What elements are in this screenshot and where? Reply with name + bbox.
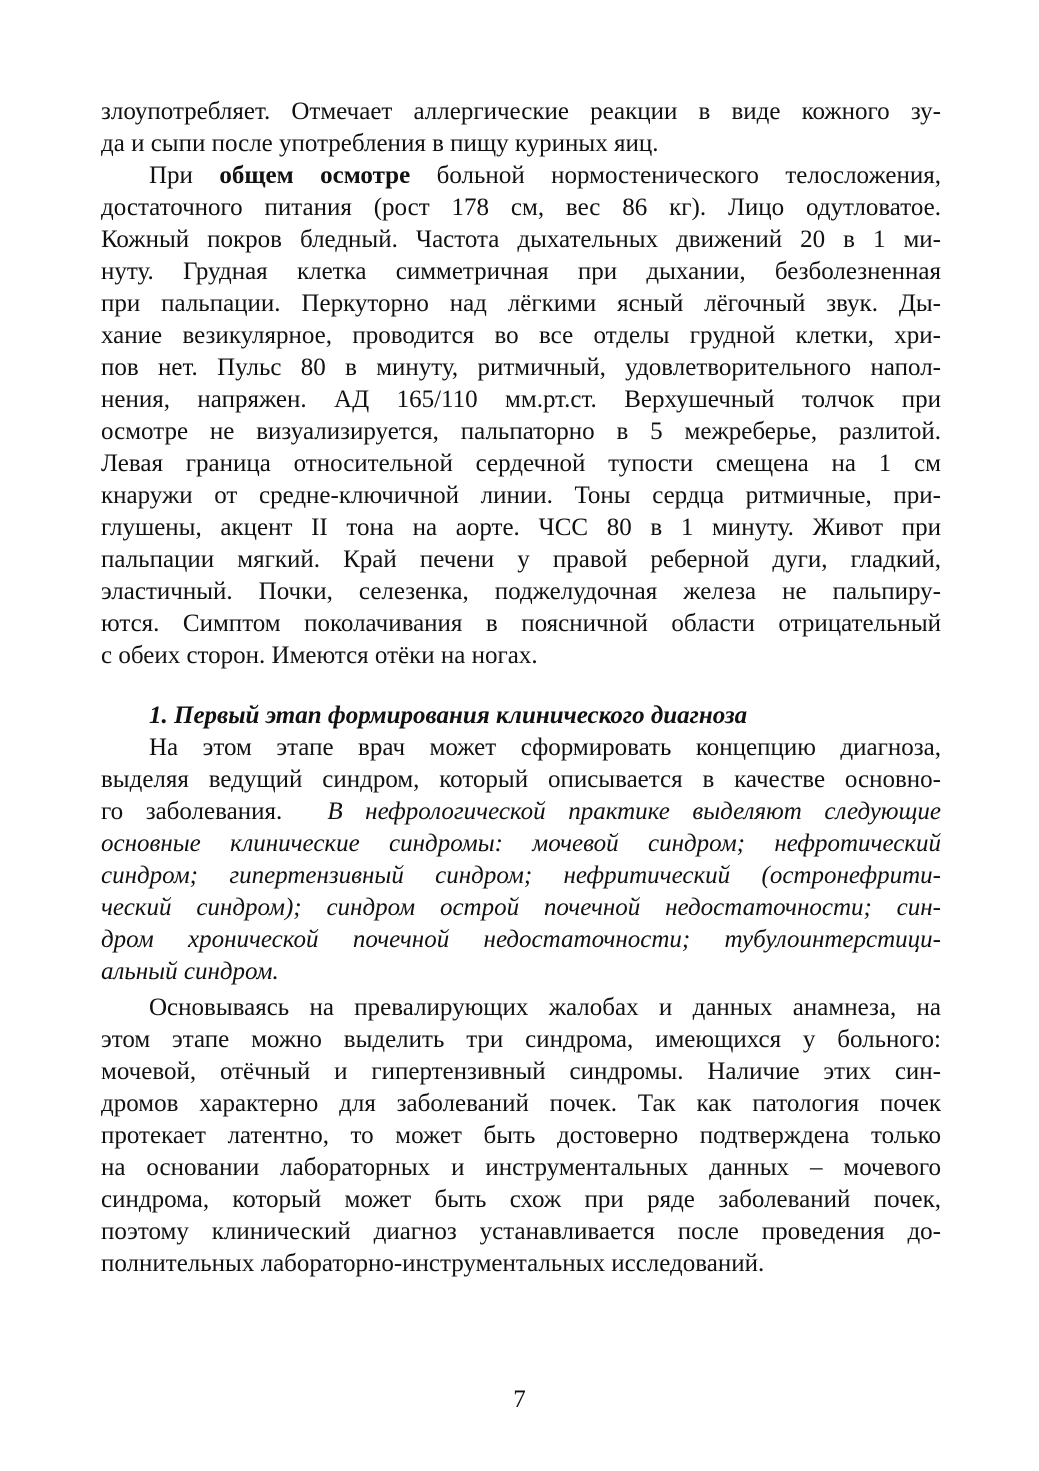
- text-line: при пальпации. Перкуторно над лёгкими ясный лёгочный звук. Ды-: [101, 290, 941, 317]
- text-line: глушены, акцент II тона на аорте. ЧСС 80 в 1 минуту. Живот при: [101, 514, 941, 541]
- text-line: пов нет. Пульс 80 в минуту, ритмичный, удовлетворительного напол-: [101, 354, 941, 381]
- bold-term: общем осмотре: [219, 162, 411, 189]
- paragraph-syndromes: [101, 992, 941, 1280]
- text-line: осмотре не визуализируется, пальпаторно в 5 межреберье, разлитой.: [101, 418, 941, 445]
- text-line: Левая граница относительной сердечной тупости смещена на 1 см: [101, 450, 941, 477]
- page-body: [101, 96, 941, 1280]
- text-line: пальпации мягкий. Край печени у правой реберной дуги, гладкий,: [101, 546, 941, 573]
- page-number: 7: [513, 1386, 526, 1413]
- italic-line: основные клинические синдромы: мочевой синдром; нефротический: [101, 830, 941, 857]
- italic-line: дром хронической почечной недостаточности; тубулоинтерстици-: [101, 926, 941, 953]
- text-line: кнаружи от средне-ключичной линии. Тоны сердца ритмичные, при-: [101, 482, 941, 509]
- text-line: На этом этапе врач может сформировать концепцию диагноза,: [149, 734, 941, 761]
- text-span: больной нормостенического телосложения,: [410, 162, 941, 189]
- text-line: Основываясь на превалирующих жалобах и данных анамнеза, на: [149, 994, 941, 1021]
- text-line: достаточного питания (рост 178 см, вес 86 кг). Лицо одутловатое.: [101, 194, 941, 221]
- paragraph-general-exam: [101, 160, 941, 672]
- text-span: го заболевания.: [101, 798, 328, 825]
- section-heading: 1. Первый этап формирования клинического диагноза: [149, 702, 748, 729]
- section-spacer: [101, 672, 941, 700]
- text-line: на основании лабораторных и инструментальных данных – мочевого: [101, 1154, 941, 1181]
- text-line: нуту. Грудная клетка симметричная при дыхании, безболезненная: [101, 258, 941, 285]
- text-line: злоупотребляет. Отмечает аллергические реакции в виде кожного зу-: [101, 98, 941, 125]
- text-line: ются. Симптом поколачивания в поясничной области отрицательный: [101, 610, 941, 637]
- text-line: да и сыпи после употребления в пищу куриных яиц.: [101, 130, 659, 157]
- paragraph-first-stage: [101, 732, 941, 988]
- text-line: мочевой, отёчный и гипертензивный синдромы. Наличие этих син-: [101, 1058, 941, 1085]
- text-span: При: [149, 162, 220, 189]
- italic-span: В нефрологической практике выделяют следующие: [327, 798, 941, 825]
- text-line: [101, 160, 941, 192]
- paragraph-allergy: [101, 96, 941, 160]
- text-line: [101, 796, 941, 828]
- italic-line: ческий синдром); синдром острой почечной недостаточности; син-: [101, 894, 941, 921]
- text-line: эластичный. Почки, селезенка, поджелудочная железа не пальпиру-: [101, 578, 941, 605]
- text-line: синдрома, который может быть схож при ряде заболеваний почек,: [101, 1186, 941, 1213]
- text-line: поэтому клинический диагноз устанавливается после проведения до-: [101, 1218, 941, 1245]
- italic-line: синдром; гипертензивный синдром; нефритический (остронефрити-: [101, 862, 941, 889]
- text-line: полнительных лабораторно-инструментальных исследований.: [101, 1250, 765, 1277]
- italic-line: альный синдром.: [101, 958, 279, 985]
- text-line: протекает латентно, то может быть достоверно подтверждена только: [101, 1122, 941, 1149]
- text-line: Кожный покров бледный. Частота дыхательных движений 20 в 1 ми-: [101, 226, 941, 253]
- text-line: с обеих сторон. Имеются отёки на ногах.: [101, 642, 538, 669]
- text-line: дромов характерно для заболеваний почек. Так как патология почек: [101, 1090, 941, 1117]
- text-line: нения, напряжен. АД 165/110 мм.рт.ст. Верхушечный толчок при: [101, 386, 941, 413]
- text-line: выделяя ведущий синдром, который описывается в качестве основно-: [101, 766, 941, 793]
- text-line: хание везикулярное, проводится во все отделы грудной клетки, хри-: [101, 322, 941, 349]
- text-line: этом этапе можно выделить три синдрома, имеющихся у больного:: [101, 1026, 941, 1053]
